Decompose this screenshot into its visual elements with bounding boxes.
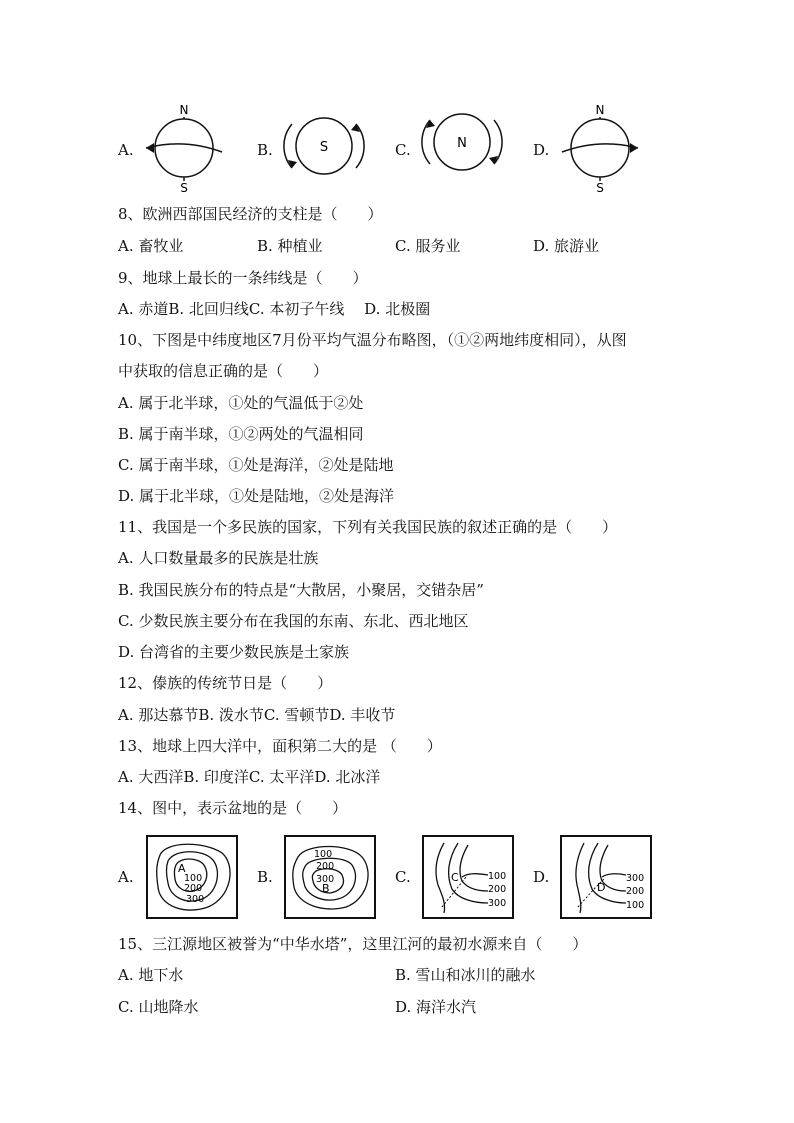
q15-option-a: A. 地下水	[118, 966, 184, 984]
pole-label: S	[319, 140, 329, 155]
point-label: B	[322, 882, 330, 895]
q15-stem: 15、三江源地区被誉为“中华水塔”，这里江河的最初水源来自（ ）	[118, 935, 588, 953]
q7-option-d-label: D.	[533, 141, 550, 159]
q15-option-c: C. 山地降水	[118, 998, 199, 1016]
north-label: N	[595, 103, 605, 117]
q10-stem-line2: 中获取的信息正确的是（ ）	[118, 362, 329, 380]
pole-label: N	[457, 136, 467, 151]
q7-figure-a	[140, 98, 235, 196]
river-line	[436, 843, 445, 913]
contour-value: 100	[184, 873, 203, 884]
rotation-arc	[146, 144, 222, 152]
q11-stem: 11、我国是一个多民族的国家，下列有关我国民族的叙述正确的是（ ）	[118, 518, 618, 536]
q14-option-a-label: A.	[118, 868, 134, 886]
q13-options: A. 大西洋B. 印度洋C. 太平洋D. 北冰洋	[118, 768, 381, 786]
q11-option-d: D. 台湾省的主要少数民族是土家族	[118, 643, 350, 661]
contour-value: 300	[488, 898, 507, 909]
q8-option-c: C. 服务业	[395, 237, 461, 255]
q7-figure-d	[556, 98, 651, 196]
q10-stem-line1: 10、下图是中纬度地区7月份平均气温分布略图，（①②两地纬度相同），从图	[118, 331, 627, 349]
q9-stem: 9、地球上最长的一条纬线是（ ）	[118, 269, 368, 287]
q8-stem: 8、欧洲西部国民经济的支柱是（ ）	[118, 205, 383, 223]
q11-option-c: C. 少数民族主要分布在我国的东南、东北、西北地区	[118, 612, 469, 630]
q14-option-b-label: B.	[257, 868, 273, 886]
q10-option-b: B. 属于南半球，①②两处的气温相同	[118, 425, 364, 443]
point-label: A	[178, 862, 186, 875]
q14-stem: 14、图中，表示盆地的是（ ）	[118, 799, 348, 817]
q7-option-b-label: B.	[257, 141, 273, 159]
q14-option-d-label: D.	[533, 868, 550, 886]
contour-value: 300	[186, 894, 205, 905]
river-line	[576, 843, 584, 913]
q11-option-b: B. 我国民族分布的特点是“大散居，小聚居，交错杂居”	[118, 581, 484, 599]
contour-value: 200	[626, 886, 645, 897]
arrow-head	[146, 143, 154, 153]
q7-figure-c	[418, 108, 508, 176]
arrow-head	[630, 143, 638, 153]
q14-figure-a	[146, 835, 238, 919]
q14-figure-c	[422, 835, 514, 919]
q8-option-d: D. 旅游业	[533, 237, 600, 255]
q15-option-d: D. 海洋水汽	[395, 998, 477, 1016]
contour-value: 200	[184, 883, 203, 894]
contour-value: 100	[626, 900, 645, 911]
q12-stem: 12、傣族的传统节日是（ ）	[118, 674, 333, 692]
q8-option-b: B. 种植业	[257, 237, 323, 255]
q14-figure-d	[560, 835, 652, 919]
q9-options: A. 赤道B. 北回归线C. 本初子午线 D. 北极圈	[118, 300, 431, 318]
q10-option-c: C. 属于南半球，①处是海洋，②处是陆地	[118, 456, 394, 474]
contour-line	[462, 874, 488, 877]
q7-figure-b	[280, 112, 370, 180]
contour-value: 100	[314, 849, 333, 860]
contour-value: 200	[488, 884, 507, 895]
south-label: S	[596, 181, 604, 195]
q11-option-a: A. 人口数量最多的民族是壮族	[118, 549, 319, 567]
q10-option-d: D. 属于北半球，①处是陆地，②处是海洋	[118, 487, 395, 505]
contour-value: 100	[488, 871, 507, 882]
q10-option-a: A. 属于北半球，①处的气温低于②处	[118, 394, 364, 412]
q13-stem: 13、地球上四大洋中，面积第二大的是 （ ）	[118, 737, 442, 755]
globe-circle	[571, 119, 629, 177]
q8-option-a: A. 畜牧业	[118, 237, 184, 255]
rotation-arc	[562, 144, 638, 152]
contour-line	[589, 843, 626, 903]
south-label: S	[180, 181, 188, 195]
q12-options: A. 那达慕节B. 泼水节C. 雪顿节D. 丰收节	[118, 706, 396, 724]
q7-option-a-label: A.	[118, 141, 134, 159]
globe-circle	[155, 119, 213, 177]
contour-line	[460, 845, 488, 891]
point-label: C	[451, 871, 459, 884]
q14-figure-b	[284, 835, 376, 919]
q15-option-b: B. 雪山和冰川的融水	[395, 966, 536, 984]
contour-value: 300	[626, 873, 645, 884]
contour-value: 300	[316, 874, 335, 885]
q14-option-c-label: C.	[395, 868, 411, 886]
north-label: N	[179, 103, 189, 117]
q7-option-c-label: C.	[395, 141, 411, 159]
contour-line	[602, 874, 626, 877]
point-label: D	[597, 881, 606, 894]
contour-value: 200	[316, 861, 335, 872]
